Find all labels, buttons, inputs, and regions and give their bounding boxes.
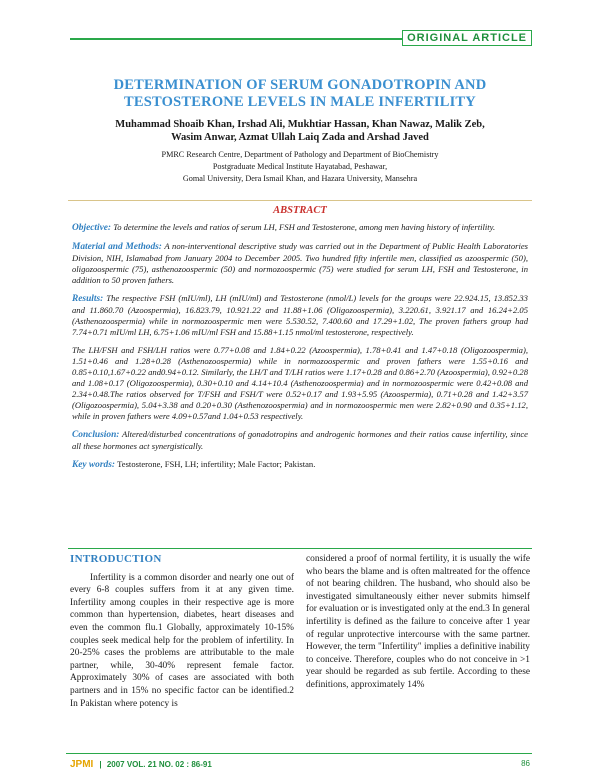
affiliation-line: PMRC Research Centre, Department of Pathology and Department of BioChemistry xyxy=(161,150,439,159)
methods-text: A non-interventional descriptive study was carried out in the Department of Public Health Laboratories Division, NIH, Islamabad from January 2004 to December 2005. Two hundred fifty infertile men, classified as azoospermic (50), oligozoospermic (75), asthenozoospermic (50) and normozoospermic (75) were studied for serum LH, FSH and Testosterone, in addition to 50 proven fathers. xyxy=(72,241,529,285)
title-line: TESTOSTERONE LEVELS IN MALE INFERTILITY xyxy=(124,94,476,110)
title-line: DETERMINATION OF SERUM GONADOTROPIN AND xyxy=(113,77,487,93)
keywords-label: Key words: xyxy=(72,460,115,470)
objective-label: Objective: xyxy=(72,223,112,233)
body-column-left xyxy=(70,553,294,710)
footer-citation: JPMI | 2007 VOL. 21 NO. 02 : 86-91 xyxy=(70,759,212,770)
introduction-paragraph-continued: considered a proof of normal fertility, it is usually the wife who bears the blame and is often maltreated for the offence of not bearing children. The husband, who should also be investigated simultaneously either never submits himself for evaluation or is investigated only at the end.3 In general infertility is defined as the failure to conceive after 1 year of regular unprotective intercourse with the same partner. However, the term "Infertility" implies a definitive inability to conceive. Therefore, couples who do not conceive in >1 year should be regarded as sub fertile. According to these definitions, approximately 14% xyxy=(306,554,530,690)
conclusion-text: Altered/disturbed concentrations of gonadotropins and androgenic hormones and their ratios cause infertility, since all these hormones act synergistically. xyxy=(72,429,528,451)
section-divider xyxy=(68,548,532,549)
abstract-methods xyxy=(72,241,528,286)
abstract-body xyxy=(72,222,528,478)
abstract-conclusion xyxy=(72,429,528,452)
objective-text: To determine the levels and ratios of serum LH, FSH and Testosterone, among men having history of infertility. xyxy=(113,222,496,232)
introduction-heading: INTRODUCTION xyxy=(70,553,162,565)
footer-rule xyxy=(66,753,532,754)
abstract-keywords xyxy=(72,459,528,471)
author-line: Wasim Anwar, Azmat Ullah Laiq Zada and Arshad Javed xyxy=(171,132,429,143)
results-label: Results: xyxy=(72,294,104,304)
affiliation-line: Gomal University, Dera Ismail Khan, and Hazara University, Mansehra xyxy=(182,174,418,183)
results-text: The respective FSH (mIU/ml), LH (mIU/ml) and Testosterone (nmol/L) levels for the groups were 22.924.15, 13.852.33 and 11.860.70 (Azoospermia), 16.823.79, 10.921.22 and 11.88+1.06 (Oligozoospermia), 3.220.61, 3.921.17 and 16.24+2.05 (Asthenozoospermia) while in normozoospermic men were 5.530.52, 7.400.60 and 17.29+1.02, The proven fathers group had 7.74+0.71 mIU/ml LH, 6.75+1.06 mIU/ml FSH and 15.88+1.15 nmol/ml testosterone, respectively. xyxy=(72,293,528,337)
abstract-objective xyxy=(72,222,528,234)
author-list xyxy=(80,118,520,144)
conclusion-label: Conclusion: xyxy=(72,430,120,440)
affiliation xyxy=(80,149,520,185)
abstract-heading: ABSTRACT xyxy=(273,205,327,216)
body-column-right xyxy=(306,553,530,692)
introduction-paragraph: Infertility is a common disorder and nearly one out of every 6-8 couples suffers from it at any given time. Infertility among couples in their respective age is more common than hypertension, diabetes, heart diseases and even the common flu.1 Globally, approximately 10-15% couples seek medical help for the problem of infertility. In 20-25% cases the problems are attributable to the male partner, while, 30-40% represent female factor. Approximately 30% of cases are associated with both partners and in 15% no specific factor can be identified.2 In Pakistan where potency is xyxy=(70,572,294,709)
article-type-badge: ORIGINAL ARTICLE xyxy=(402,30,532,46)
page-number: 86 xyxy=(521,759,530,768)
abstract-section xyxy=(68,200,532,501)
methods-label: Material and Methods: xyxy=(72,242,162,252)
citation-text: 2007 VOL. 21 NO. 02 : 86-91 xyxy=(106,760,212,769)
paper-title xyxy=(70,77,530,111)
author-line: Muhammad Shoaib Khan, Irshad Ali, Mukhtiar Hassan, Khan Nawaz, Malik Zeb, xyxy=(115,119,485,130)
abstract-ratios: The LH/FSH and FSH/LH ratios were 0.77+0.08 and 1.84+0.22 (Azoospermia), 1.78+0.41 and 1.47+0.18 (Oligozoospermia), 1.51+0.46 and 1.28+0.28 (Asthenozoospermia) while in normozoospermic and proven fathers were 1.55+0.16 and 0.85+0.10,1.67+0.22 and0.94+0.12. Similarly, the LH/T and T/LH ratios were 1.17+0.28 and 0.86+2.70 (Azoospermia), 0.92+0.28 and 1.08+0.17 (Oligozoospermia), 0.30+0.10 and 4.14+10.4 (Asthenozoospermia) and in normozoospermic were 0.42+0.08 and 2.34+0.48.The ratios observed for T/FSH and FSH/T were 0.52+0.17 and 1.93+5.95 (Azoospermia), 0.71+0.28 and 1.42+3.57 (Oligozoospermia), 5.04+3.38 and 0.20+0.30 (Asthenozoospermia) and in normozoospermic men were 2.82+0.90 and 0.35+1.12, while in proven fathers were 4.09+0.57and 1.04+0.53 respectively. xyxy=(72,345,528,421)
abstract-results xyxy=(72,293,528,338)
affiliation-line: Postgraduate Medical Institute Hayatabad, Peshawar, xyxy=(212,162,388,171)
journal-logo: JPMI xyxy=(70,759,94,770)
keywords-text: Testosterone, FSH, LH; infertility; Male Factor; Pakistan. xyxy=(117,459,316,469)
